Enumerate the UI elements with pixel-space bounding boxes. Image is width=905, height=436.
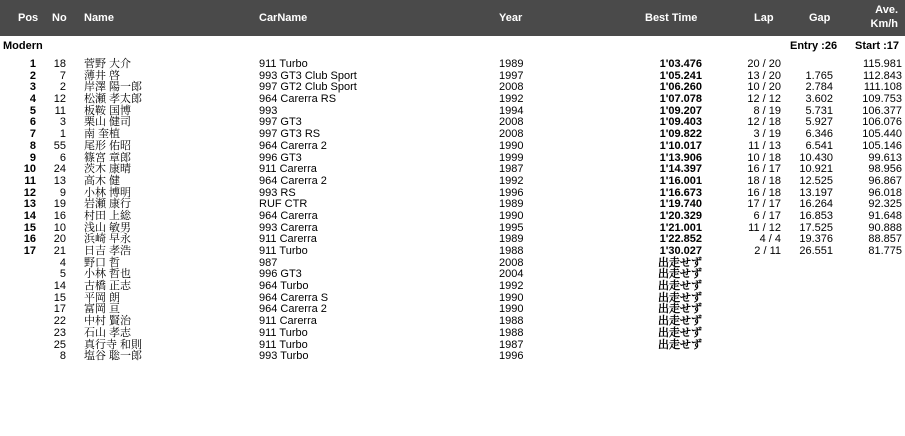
cell-name: 板鞍 国博 — [84, 104, 132, 117]
cell-car: 911 Carerra — [259, 233, 317, 246]
cell-name: 石山 孝志 — [84, 326, 132, 339]
cell-no: 4 — [59, 256, 66, 269]
cell-year: 1992 — [499, 93, 524, 106]
cell-no: 11 — [54, 104, 66, 117]
cell-gap: 16.853 — [799, 209, 833, 222]
header-year: Year — [499, 12, 523, 24]
cell-name: 高木 健 — [84, 174, 121, 187]
cell-year: 1997 — [499, 69, 524, 82]
table-row — [0, 211, 905, 223]
cell-best: 1'16.001 — [659, 174, 702, 187]
cell-lap: 2 / 11 — [754, 245, 781, 257]
cell-no: 25 — [53, 338, 66, 351]
cell-year: 1990 — [499, 139, 524, 152]
cell-gap: 10.430 — [799, 151, 833, 164]
cell-year: 1989 — [499, 58, 524, 70]
header-no: No — [52, 12, 67, 24]
table-row — [0, 281, 905, 293]
table-row — [0, 304, 905, 316]
cell-year: 1987 — [499, 163, 524, 176]
cell-year: 1995 — [499, 221, 524, 234]
cell-year: 2008 — [499, 81, 524, 94]
cell-best: 1'20.329 — [659, 209, 702, 222]
cell-best: 出走せず — [658, 291, 702, 304]
cell-year: 1999 — [499, 151, 524, 164]
cell-year: 2008 — [499, 128, 524, 141]
cell-best: 出走せず — [658, 256, 702, 269]
cell-pos: 6 — [29, 116, 36, 129]
cell-name: 小林 哲也 — [84, 268, 132, 281]
cell-name: 栗山 健司 — [84, 116, 132, 129]
cell-car: 911 Turbo — [259, 326, 308, 339]
cell-ave: 98.956 — [868, 163, 902, 176]
cell-lap: 20 / 20 — [747, 58, 781, 70]
cell-year: 2008 — [499, 116, 524, 129]
section-title: Modern — [3, 40, 43, 52]
cell-name: 村田 上総 — [84, 209, 132, 222]
cell-lap: 10 / 20 — [747, 81, 781, 94]
cell-pos: 2 — [29, 69, 36, 82]
cell-name: 野口 哲 — [84, 256, 121, 269]
cell-pos: 9 — [29, 151, 36, 164]
cell-pos: 5 — [29, 104, 36, 117]
cell-car: 987 — [259, 256, 278, 269]
cell-no: 8 — [59, 350, 66, 363]
cell-gap: 5.731 — [805, 104, 833, 117]
header-ave-line1: Ave. — [875, 4, 898, 16]
table-row — [0, 269, 905, 281]
cell-year: 1987 — [499, 338, 524, 351]
cell-no: 22 — [53, 315, 66, 328]
cell-year: 1988 — [499, 326, 524, 339]
cell-name: 小林 博明 — [84, 186, 132, 199]
cell-best: 1'06.260 — [659, 81, 702, 94]
cell-lap: 17 / 17 — [747, 198, 781, 211]
cell-best: 1'07.078 — [659, 93, 702, 106]
cell-lap: 13 / 20 — [747, 69, 781, 82]
cell-name: 中村 賢治 — [84, 315, 132, 328]
cell-year: 1989 — [499, 198, 524, 211]
cell-car: 964 Carerra 2 — [259, 303, 327, 316]
table-row — [0, 293, 905, 305]
cell-lap: 18 / 18 — [747, 174, 781, 187]
cell-best: 出走せず — [658, 268, 702, 281]
cell-name: 浅山 敏男 — [84, 221, 132, 234]
table-row — [0, 59, 905, 71]
cell-pos: 15 — [23, 221, 36, 234]
table-row — [0, 141, 905, 153]
cell-best: 出走せず — [658, 303, 702, 316]
cell-ave: 96.018 — [868, 186, 902, 199]
cell-name: 富岡 亘 — [84, 303, 121, 316]
cell-name: 松瀬 孝太郎 — [84, 93, 143, 106]
cell-lap: 6 / 17 — [753, 209, 781, 222]
cell-car: 911 Turbo — [259, 245, 308, 257]
header-gap: Gap — [809, 12, 831, 24]
cell-lap: 12 / 18 — [747, 116, 781, 129]
cell-year: 1988 — [499, 315, 524, 328]
cell-year: 1990 — [499, 303, 524, 316]
cell-pos: 17 — [23, 245, 36, 257]
start-count: Start :17 — [855, 40, 900, 52]
cell-no: 17 — [53, 303, 66, 316]
cell-best: 1'09.822 — [659, 128, 702, 141]
cell-gap: 19.376 — [799, 233, 833, 246]
cell-lap: 16 / 18 — [747, 186, 781, 199]
cell-lap: 4 / 4 — [759, 233, 781, 246]
cell-no: 18 — [53, 58, 66, 70]
cell-name: 菅野 大介 — [84, 58, 132, 70]
cell-pos: 12 — [23, 186, 36, 199]
table-row — [0, 94, 905, 106]
cell-gap: 6.346 — [805, 128, 833, 141]
cell-car: 993 Carerra — [259, 221, 318, 234]
cell-no: 10 — [53, 221, 66, 234]
cell-no: 9 — [59, 186, 66, 199]
cell-no: 6 — [59, 151, 66, 164]
cell-name: 日吉 孝浩 — [84, 245, 132, 257]
cell-no: 20 — [53, 233, 66, 246]
cell-best: 出走せず — [658, 280, 702, 293]
cell-car: 911 Carerra — [259, 315, 317, 328]
cell-ave: 96.867 — [868, 174, 902, 187]
cell-ave: 111.108 — [863, 81, 902, 94]
cell-no: 1 — [59, 128, 66, 141]
cell-car: RUF CTR — [259, 198, 308, 211]
cell-year: 1994 — [499, 104, 524, 117]
table-header — [0, 0, 905, 36]
cell-lap: 11 / 13 — [748, 139, 781, 152]
section-row — [0, 39, 905, 53]
cell-ave: 106.377 — [862, 104, 902, 117]
cell-name: 浜崎 早永 — [84, 233, 132, 246]
cell-year: 1990 — [499, 291, 524, 304]
cell-gap: 26.551 — [799, 245, 833, 257]
cell-car: 997 GT2 Club Sport — [259, 81, 357, 94]
cell-ave: 81.775 — [868, 245, 902, 257]
cell-year: 1992 — [499, 280, 524, 293]
cell-year: 2008 — [499, 256, 524, 269]
cell-year: 1990 — [499, 209, 524, 222]
cell-car: 911 Turbo — [259, 338, 308, 351]
cell-gap: 10.921 — [799, 163, 833, 176]
table-row — [0, 328, 905, 340]
cell-year: 1989 — [499, 233, 524, 246]
cell-gap: 17.525 — [799, 221, 833, 234]
cell-name: 古橋 正志 — [84, 280, 132, 293]
results-table — [0, 59, 905, 363]
cell-best: 1'13.906 — [659, 151, 702, 164]
cell-pos: 3 — [29, 81, 36, 94]
cell-car: 964 Carerra RS — [259, 93, 337, 106]
header-name: Name — [84, 12, 114, 24]
cell-no: 3 — [59, 116, 66, 129]
cell-pos: 13 — [23, 198, 36, 211]
cell-pos: 16 — [23, 233, 36, 246]
cell-car: 964 Carerra — [259, 209, 318, 222]
cell-gap: 13.197 — [799, 186, 833, 199]
cell-pos: 1 — [29, 58, 36, 70]
cell-no: 7 — [59, 69, 66, 82]
cell-best: 1'14.397 — [659, 163, 702, 176]
cell-no: 21 — [53, 245, 66, 257]
cell-pos: 14 — [23, 209, 36, 222]
cell-best: 1'21.001 — [659, 221, 702, 234]
cell-car: 911 Carerra — [259, 163, 317, 176]
cell-lap: 11 / 12 — [748, 221, 781, 234]
cell-best: 1'19.740 — [659, 198, 702, 211]
header-lap: Lap — [754, 12, 774, 24]
cell-ave: 115.981 — [863, 58, 902, 70]
header-ave-line2: Km/h — [870, 18, 898, 30]
cell-car: 911 Turbo — [259, 58, 308, 70]
cell-best: 1'10.017 — [659, 139, 702, 152]
cell-car: 964 Turbo — [259, 280, 309, 293]
table-row — [0, 176, 905, 188]
cell-ave: 105.146 — [862, 139, 902, 152]
cell-car: 993 — [259, 104, 278, 117]
cell-name: 篠宮 章郎 — [84, 151, 132, 164]
cell-name: 南 奎植 — [84, 128, 121, 141]
cell-best: 1'05.241 — [659, 69, 702, 82]
cell-best: 出走せず — [658, 338, 702, 351]
cell-gap: 3.602 — [805, 93, 833, 106]
cell-lap: 12 / 12 — [747, 93, 781, 106]
cell-best: 1'09.403 — [659, 116, 702, 129]
cell-gap: 5.927 — [805, 116, 833, 129]
cell-year: 1996 — [499, 186, 524, 199]
cell-ave: 92.325 — [868, 198, 902, 211]
header-pos: Pos — [18, 12, 39, 24]
cell-year: 2004 — [499, 268, 524, 281]
cell-car: 993 RS — [259, 186, 296, 199]
cell-year: 1996 — [499, 350, 524, 363]
cell-car: 997 GT3 RS — [259, 128, 321, 141]
cell-pos: 4 — [29, 93, 36, 106]
cell-no: 13 — [53, 174, 66, 187]
cell-car: 993 Turbo — [259, 350, 309, 363]
cell-no: 14 — [53, 280, 66, 293]
cell-gap: 2.784 — [805, 81, 833, 94]
cell-best: 1'22.852 — [659, 233, 702, 246]
table-row — [0, 246, 905, 258]
cell-car: 964 Carerra S — [259, 291, 329, 304]
cell-name: 茨木 康晴 — [84, 163, 132, 176]
cell-no: 5 — [59, 268, 66, 281]
cell-no: 24 — [53, 163, 66, 176]
cell-best: 1'09.207 — [659, 104, 702, 117]
cell-gap: 12.525 — [799, 174, 833, 187]
cell-car: 996 GT3 — [259, 268, 302, 281]
cell-gap: 16.264 — [799, 198, 833, 211]
cell-no: 12 — [53, 93, 66, 106]
cell-ave: 109.753 — [862, 93, 902, 106]
cell-ave: 91.648 — [868, 209, 902, 222]
cell-car: 996 GT3 — [259, 151, 302, 164]
cell-best: 出走せず — [658, 326, 702, 339]
cell-year: 1992 — [499, 174, 524, 187]
table-row — [0, 351, 905, 363]
cell-best: 1'30.027 — [659, 245, 702, 257]
cell-ave: 106.076 — [862, 116, 902, 129]
cell-name: 真行寺 和則 — [84, 338, 143, 351]
cell-year: 1988 — [499, 245, 524, 257]
cell-no: 15 — [53, 291, 66, 304]
header-best-time: Best Time — [645, 12, 698, 24]
cell-pos: 8 — [29, 139, 36, 152]
cell-no: 55 — [53, 139, 66, 152]
cell-car: 964 Carerra 2 — [259, 139, 327, 152]
cell-car: 993 GT3 Club Sport — [259, 69, 357, 82]
cell-ave: 112.843 — [863, 69, 902, 82]
cell-ave: 105.440 — [862, 128, 902, 141]
cell-no: 16 — [53, 209, 66, 222]
cell-lap: 3 / 19 — [753, 128, 781, 141]
header-carname: CarName — [259, 12, 308, 24]
cell-lap: 8 / 19 — [753, 104, 781, 117]
cell-gap: 1.765 — [805, 69, 833, 82]
cell-pos: 11 — [24, 174, 36, 187]
cell-car: 964 Carerra 2 — [259, 174, 327, 187]
cell-name: 薄井 啓 — [84, 69, 121, 82]
cell-name: 平岡 朗 — [84, 291, 121, 304]
cell-ave: 90.888 — [868, 221, 902, 234]
cell-name: 岸澤 陽一郎 — [84, 81, 143, 94]
table-row — [0, 316, 905, 328]
cell-name: 塩谷 聡一郎 — [84, 350, 143, 363]
cell-ave: 99.613 — [868, 151, 902, 164]
entry-count: Entry :26 — [790, 40, 838, 52]
cell-name: 尾形 佑昭 — [84, 139, 132, 152]
cell-no: 23 — [53, 326, 66, 339]
cell-lap: 16 / 17 — [747, 163, 781, 176]
cell-lap: 10 / 18 — [747, 151, 781, 164]
cell-name: 岩瀬 康行 — [84, 198, 132, 211]
cell-best: 出走せず — [658, 315, 702, 328]
cell-pos: 7 — [29, 128, 36, 141]
cell-best: 1'03.476 — [659, 58, 702, 70]
table-row — [0, 258, 905, 270]
cell-car: 997 GT3 — [259, 116, 302, 129]
cell-no: 2 — [59, 81, 66, 94]
cell-no: 19 — [53, 198, 66, 211]
cell-best: 1'16.673 — [659, 186, 702, 199]
cell-pos: 10 — [23, 163, 36, 176]
cell-gap: 6.541 — [805, 139, 833, 152]
cell-ave: 88.857 — [868, 233, 902, 246]
